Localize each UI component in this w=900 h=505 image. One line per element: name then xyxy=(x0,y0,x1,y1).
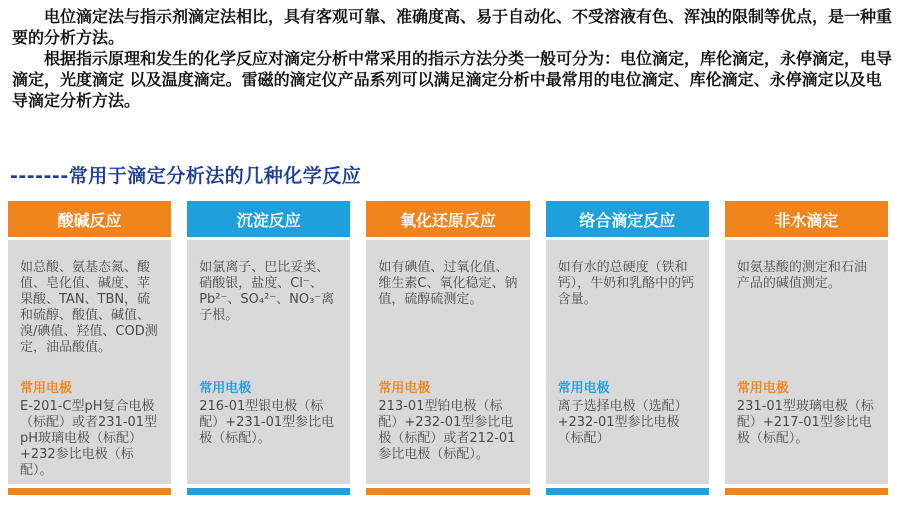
card-title: 非水滴定 xyxy=(725,201,888,237)
card-title: 氧化还原反应 xyxy=(366,201,529,237)
reaction-cards xyxy=(0,201,900,495)
card-footer-bar xyxy=(187,488,350,495)
section-title: -------常用于滴定分析法的几种化学反应 xyxy=(10,165,362,187)
card-footer-bar xyxy=(546,488,709,495)
card-description: 如有碘值、过氧化值、维生素C、氧化稳定、钠值，硫醇硫测定。 xyxy=(378,260,518,307)
card-precipitation-reaction xyxy=(187,201,350,495)
card-body xyxy=(366,240,529,484)
card-title: 络合滴定反应 xyxy=(546,201,709,237)
card-description: 如氨基酸的测定和石油产品的碱值测定。 xyxy=(736,260,867,291)
card-nonaqueous-titration xyxy=(725,201,888,495)
card-footer-bar xyxy=(366,488,529,495)
card-description: 如总酸、氨基态氮、酸值、皂化值、碱度、苹果酸、TAN、TBN，硫和硫醇、酸值、碱值、溴/碘值、羟值、COD测定，油品酸值。 xyxy=(20,260,158,355)
card-description: 如有水的总硬度（铁和钙），牛奶和乳酪中的钙含量。 xyxy=(557,260,695,307)
electrode-text: 离子选择电极（选配）+232-01型参比电极（标配） xyxy=(557,399,688,446)
electrode-text: 213-01型铂电极（标配）+232-01型参比电极（标配）或者212-01参比电极（标配）。 xyxy=(378,399,516,462)
card-acid-base-reaction xyxy=(8,201,171,495)
electrode-text: 231-01型玻璃电极（标配）+217-01型参比电极（标配）。 xyxy=(736,399,874,446)
electrode-text: E-201-C型pH复合电极（标配）或者231-01型pH玻璃电极（标配）+232参比电极（标配）。 xyxy=(20,399,158,478)
card-title: 酸碱反应 xyxy=(8,201,171,237)
card-body xyxy=(546,240,709,484)
intro-paragraph-2: 根据指示原理和发生的化学反应对滴定分析中常采用的指示方法分类一般可分为：电位滴定，库伦滴定，永停滴定，电导滴定，光度滴定 以及温度滴定。雷磁的滴定仪产品系列可以满足滴定分析中最常用的电位滴定、库伦滴定、永停滴定以及电导滴定分析方法。 xyxy=(12,49,893,110)
electrode-label: 常用电极 xyxy=(20,381,73,396)
electrode-text: 216-01型银电极（标配）+231-01型参比电极（标配）。 xyxy=(199,399,335,446)
electrode-label: 常用电极 xyxy=(378,381,431,396)
card-description: 如氯离子、巴比妥类、硝酸银，盐度、Cl⁻、Pb²⁻、SO₄²⁻、NO₃⁻离子根。 xyxy=(199,260,335,323)
intro-text-block xyxy=(0,0,900,111)
card-body xyxy=(187,240,350,484)
card-body xyxy=(725,240,888,484)
intro-paragraph-1: 电位滴定法与指示剂滴定法相比，具有客观可靠、准确度高、易于自动化、不受溶液有色、浑浊的限制等优点，是一种重要的分析方法。 xyxy=(12,7,893,47)
card-title: 沉淀反应 xyxy=(187,201,350,237)
electrode-label: 常用电极 xyxy=(736,381,789,396)
card-footer-bar xyxy=(8,488,171,495)
card-complexometric-reaction xyxy=(546,201,709,495)
electrode-label: 常用电极 xyxy=(557,381,610,396)
electrode-label: 常用电极 xyxy=(199,381,252,396)
card-body xyxy=(8,240,171,484)
card-footer-bar xyxy=(725,488,888,495)
card-redox-reaction xyxy=(366,201,529,495)
